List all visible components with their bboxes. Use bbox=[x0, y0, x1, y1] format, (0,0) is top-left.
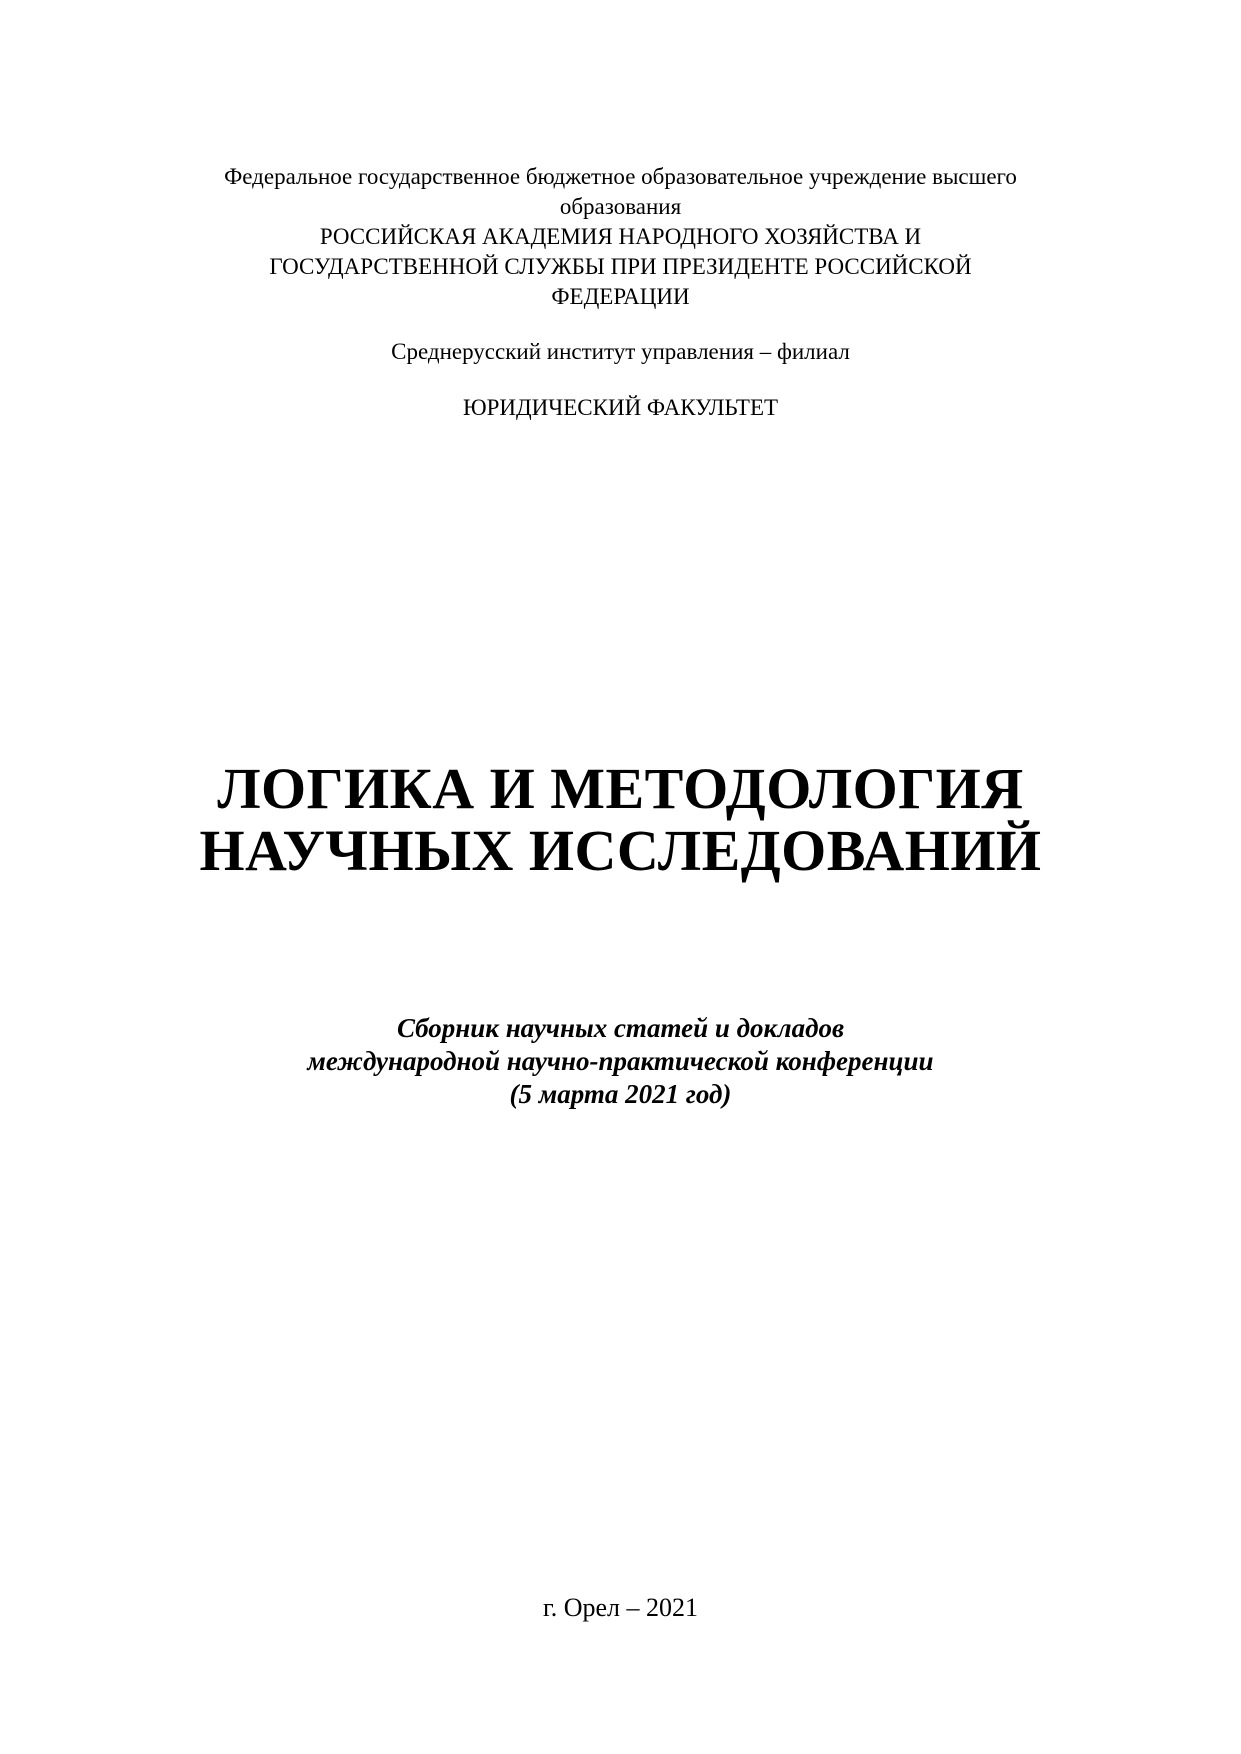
subtitle-line: (5 марта 2021 год) bbox=[509, 1079, 732, 1109]
subtitle-line: международной научно-практической конференции bbox=[307, 1046, 934, 1076]
header-line: образования bbox=[559, 194, 682, 219]
branch-name: Среднерусский институт управления – филиал bbox=[391, 339, 850, 364]
header-line: ГОСУДАРСТВЕННОЙ СЛУЖБЫ ПРИ ПРЕЗИДЕНТЕ РОССИЙСКОЙ bbox=[269, 254, 972, 279]
header-line: Федеральное государственное бюджетное образовательное учреждение высшего bbox=[224, 164, 1017, 189]
subtitle-line: Сборник научных статей и докладов bbox=[396, 1013, 845, 1043]
title-line: ЛОГИКА И МЕТОДОЛОГИЯ bbox=[217, 756, 1024, 821]
title-line: НАУЧНЫХ ИССЛЕДОВАНИЙ bbox=[199, 818, 1042, 883]
faculty-name: ЮРИДИЧЕСКИЙ ФАКУЛЬТЕТ bbox=[462, 395, 779, 420]
institution-header bbox=[0, 162, 1241, 312]
header-line: ФЕДЕРАЦИИ bbox=[551, 284, 690, 309]
header-line: РОССИЙСКАЯ АКАДЕМИЯ НАРОДНОГО ХОЗЯЙСТВА И bbox=[319, 224, 922, 249]
place-and-year: г. Орел – 2021 bbox=[542, 1593, 699, 1622]
document-subtitle bbox=[0, 1012, 1241, 1111]
document-title bbox=[0, 758, 1241, 882]
